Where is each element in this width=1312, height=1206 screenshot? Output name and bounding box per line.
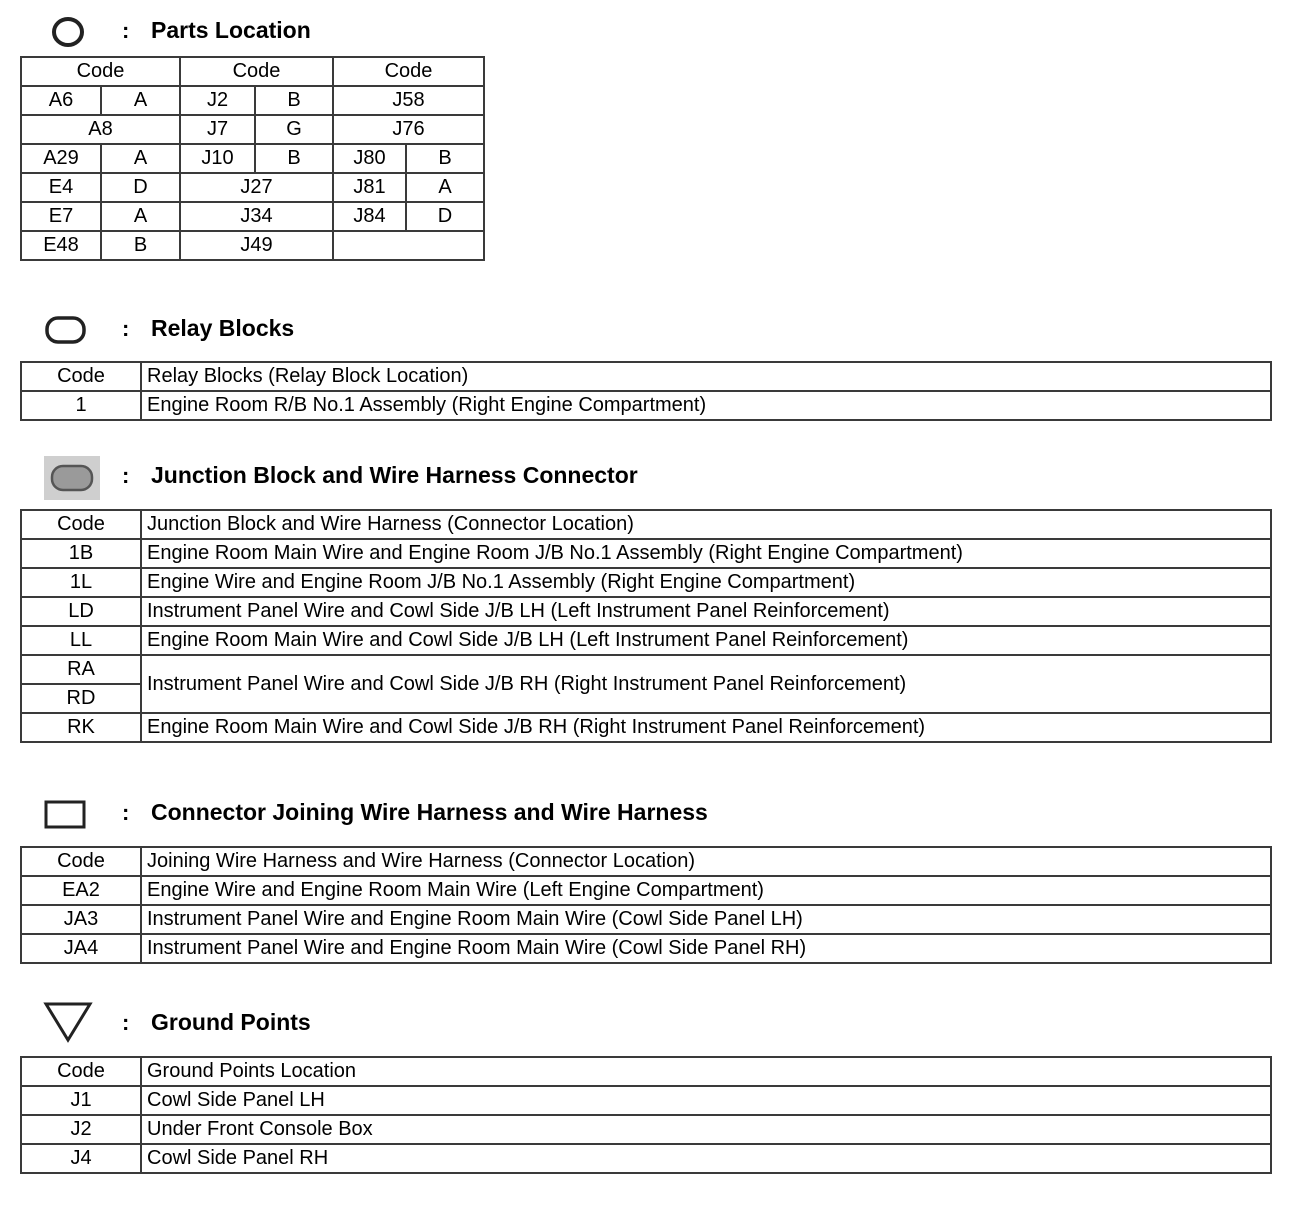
- ground-points-table: [20, 1056, 1272, 1174]
- table-header-row: [21, 57, 484, 86]
- code-cell: RA: [21, 655, 141, 684]
- table-cell: J7: [180, 115, 255, 144]
- header-cell: Code: [21, 362, 141, 391]
- colon: :: [122, 1010, 130, 1035]
- table-cell: A6: [21, 86, 101, 115]
- description-cell: Engine Wire and Engine Room J/B No.1 Assembly (Right Engine Compartment): [141, 568, 1271, 597]
- table-row: [21, 173, 484, 202]
- table-cell: J2: [180, 86, 255, 115]
- table-cell: J58: [333, 86, 484, 115]
- description-cell: Engine Room Main Wire and Cowl Side J/B RH (Right Instrument Panel Reinforcement): [141, 713, 1271, 742]
- rectangle-icon: [44, 798, 88, 830]
- rounded-rect-icon: [44, 314, 88, 346]
- description-cell: Instrument Panel Wire and Cowl Side J/B RH (Right Instrument Panel Reinforcement): [141, 655, 1271, 713]
- table-cell: A: [101, 86, 180, 115]
- table-cell: A: [101, 144, 180, 173]
- description-cell: Engine Wire and Engine Room Main Wire (Left Engine Compartment): [141, 876, 1271, 905]
- table-row: [21, 1086, 1271, 1115]
- table-row: [21, 391, 1271, 420]
- table-cell: E4: [21, 173, 101, 202]
- code-cell: JA4: [21, 934, 141, 963]
- description-cell: Engine Room R/B No.1 Assembly (Right Engine Compartment): [141, 391, 1271, 420]
- table-cell: J49: [180, 231, 333, 260]
- table-cell: J84: [333, 202, 406, 231]
- table-row: [21, 934, 1271, 963]
- code-cell: RD: [21, 684, 141, 713]
- table-cell: B: [255, 86, 333, 115]
- table-row: [21, 144, 484, 173]
- header-cell: Relay Blocks (Relay Block Location): [141, 362, 1271, 391]
- table-cell: A: [101, 202, 180, 231]
- code-cell: RK: [21, 713, 141, 742]
- header-cell: Junction Block and Wire Harness (Connector Location): [141, 510, 1271, 539]
- table-cell: J27: [180, 173, 333, 202]
- table-cell: J76: [333, 115, 484, 144]
- table-row: [21, 202, 484, 231]
- table-row: [21, 115, 484, 144]
- table-row: [21, 86, 484, 115]
- junction-block-table: [20, 509, 1272, 743]
- header-cell: Code: [333, 57, 484, 86]
- description-cell: Instrument Panel Wire and Engine Room Main Wire (Cowl Side Panel LH): [141, 905, 1271, 934]
- section-title: Junction Block and Wire Harness Connector: [151, 462, 638, 488]
- header-cell: Code: [21, 57, 180, 86]
- table-row: [21, 568, 1271, 597]
- table-cell: E7: [21, 202, 101, 231]
- description-cell: Instrument Panel Wire and Cowl Side J/B LH (Left Instrument Panel Reinforcement): [141, 597, 1271, 626]
- table-cell: D: [406, 202, 484, 231]
- code-cell: 1L: [21, 568, 141, 597]
- description-cell: Engine Room Main Wire and Engine Room J/B No.1 Assembly (Right Engine Compartment): [141, 539, 1271, 568]
- description-cell: Instrument Panel Wire and Engine Room Main Wire (Cowl Side Panel RH): [141, 934, 1271, 963]
- code-cell: EA2: [21, 876, 141, 905]
- table-row: [21, 1115, 1271, 1144]
- section-ground-points: [0, 1006, 1000, 1040]
- section-junction-block: [0, 459, 1000, 493]
- table-row: [21, 905, 1271, 934]
- colon: :: [122, 800, 130, 825]
- table-cell: B: [101, 231, 180, 260]
- table-row: [21, 626, 1271, 655]
- parts-location-table: [20, 56, 485, 261]
- description-cell: Under Front Console Box: [141, 1115, 1271, 1144]
- code-cell: 1: [21, 391, 141, 420]
- table-row: [21, 713, 1271, 742]
- table-cell: A29: [21, 144, 101, 173]
- section-title: Relay Blocks: [151, 315, 295, 341]
- table-cell: J80: [333, 144, 406, 173]
- table-header-row: [21, 1057, 1271, 1086]
- table-row: [21, 1144, 1271, 1173]
- section-title: Connector Joining Wire Harness and Wire Harness: [151, 799, 708, 825]
- table-cell: E48: [21, 231, 101, 260]
- code-cell: JA3: [21, 905, 141, 934]
- code-cell: LL: [21, 626, 141, 655]
- table-cell: J10: [180, 144, 255, 173]
- code-cell: J1: [21, 1086, 141, 1115]
- section-title: Ground Points: [151, 1009, 311, 1035]
- circle-icon: [50, 16, 88, 48]
- table-cell: A: [406, 173, 484, 202]
- code-cell: 1B: [21, 539, 141, 568]
- table-header-row: [21, 362, 1271, 391]
- connector-joining-table: [20, 846, 1272, 964]
- table-row: [21, 231, 484, 260]
- section-relay-blocks: [0, 312, 1000, 346]
- header-cell: Code: [21, 510, 141, 539]
- table-header-row: [21, 847, 1271, 876]
- section-title: Parts Location: [151, 17, 311, 43]
- colon: :: [122, 463, 130, 488]
- table-row: [21, 597, 1271, 626]
- table-cell: B: [406, 144, 484, 173]
- table-cell: J81: [333, 173, 406, 202]
- table-cell: G: [255, 115, 333, 144]
- relay-blocks-table: [20, 361, 1272, 421]
- table-row: [21, 876, 1271, 905]
- code-cell: LD: [21, 597, 141, 626]
- triangle-down-icon: [42, 1000, 94, 1046]
- table-row: [21, 539, 1271, 568]
- header-cell: Code: [21, 847, 141, 876]
- header-cell: Ground Points Location: [141, 1057, 1271, 1086]
- description-cell: Cowl Side Panel LH: [141, 1086, 1271, 1115]
- header-cell: Code: [180, 57, 333, 86]
- table-cell: [333, 231, 484, 260]
- section-connector-joining: [0, 796, 1000, 830]
- code-cell: J2: [21, 1115, 141, 1144]
- section-parts-location: [0, 14, 1000, 48]
- code-cell: J4: [21, 1144, 141, 1173]
- colon: :: [122, 18, 130, 43]
- table-cell: A8: [21, 115, 180, 144]
- table-row: [21, 655, 1271, 684]
- table-header-row: [21, 510, 1271, 539]
- shaded-rounded-rect-icon: [44, 456, 100, 500]
- table-cell: D: [101, 173, 180, 202]
- description-cell: Cowl Side Panel RH: [141, 1144, 1271, 1173]
- header-cell: Joining Wire Harness and Wire Harness (Connector Location): [141, 847, 1271, 876]
- table-cell: B: [255, 144, 333, 173]
- table-cell: J34: [180, 202, 333, 231]
- header-cell: Code: [21, 1057, 141, 1086]
- colon: :: [122, 316, 130, 341]
- description-cell: Engine Room Main Wire and Cowl Side J/B LH (Left Instrument Panel Reinforcement): [141, 626, 1271, 655]
